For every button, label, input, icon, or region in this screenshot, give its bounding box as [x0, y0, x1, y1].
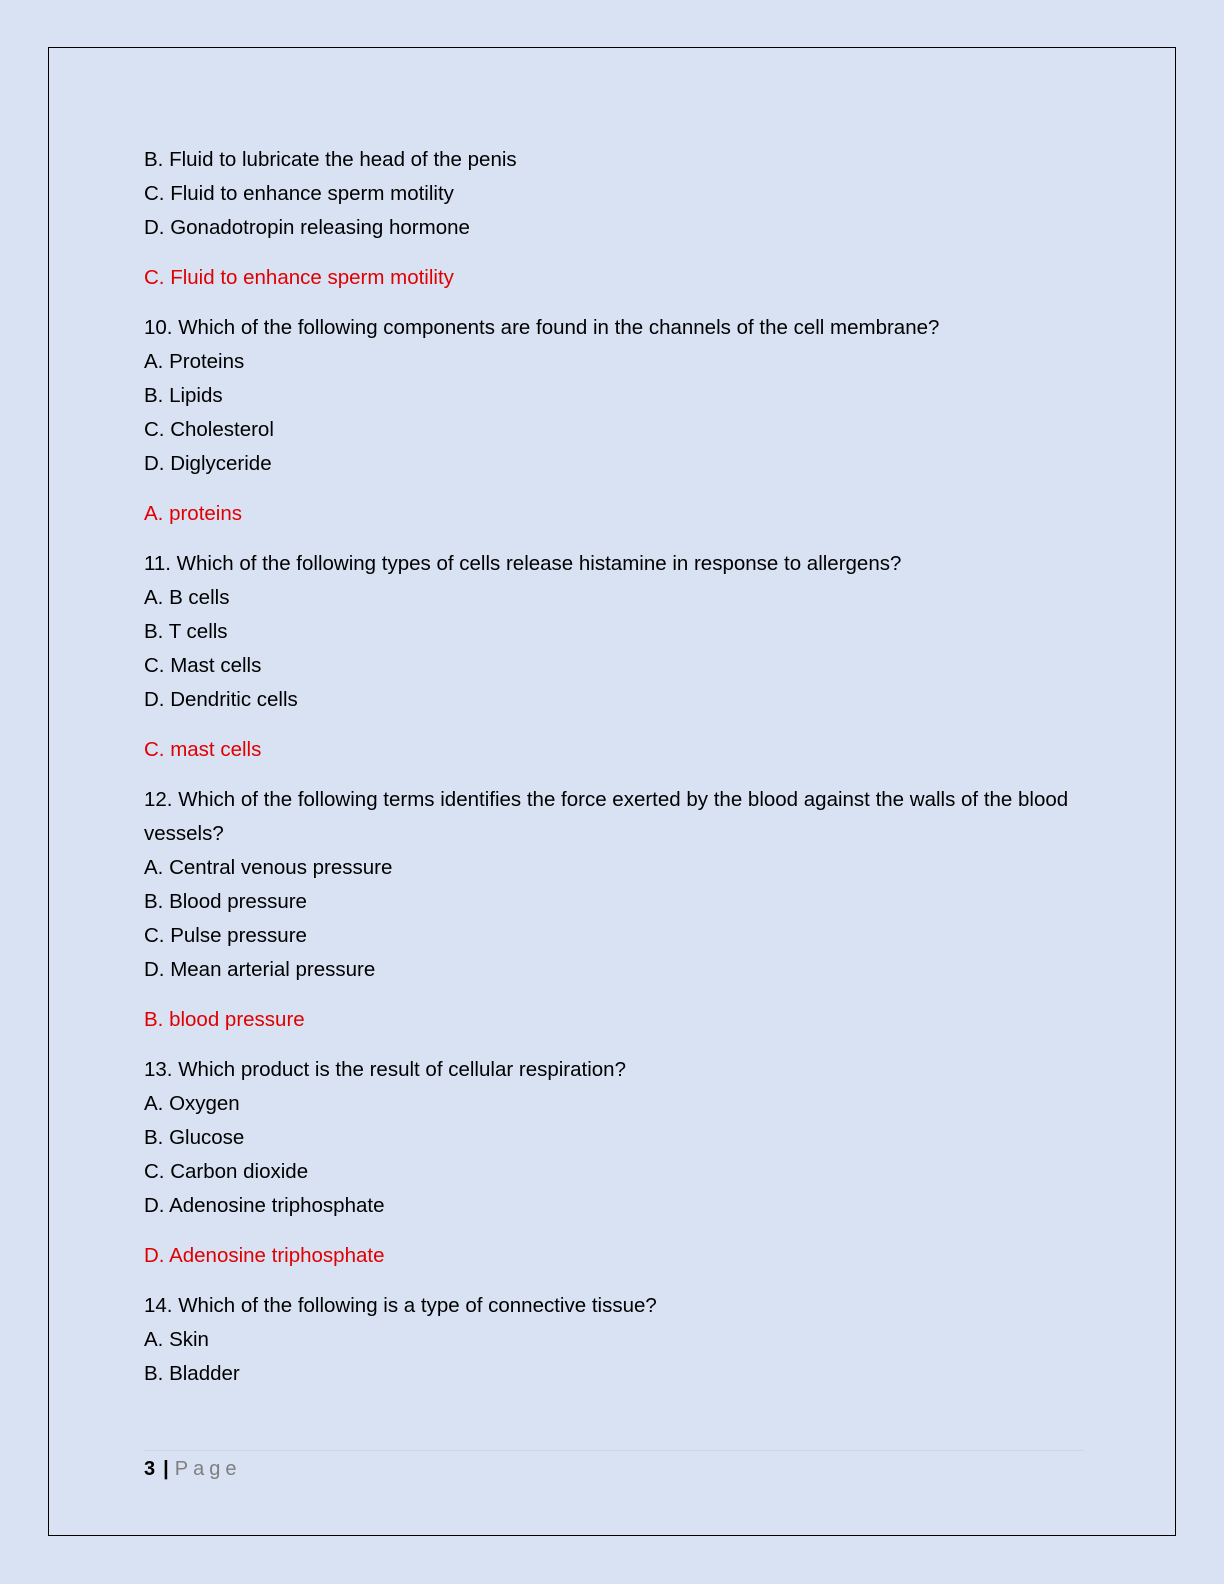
option: C. Cholesterol: [144, 418, 274, 441]
answer-key: B. blood pressure: [144, 1008, 305, 1031]
option: C. Mast cells: [144, 654, 262, 677]
question-block-12: [144, 783, 1084, 1037]
question-text: 11. Which of the following types of cells release histamine in response to allergens?: [144, 552, 902, 575]
option: A. Oxygen: [144, 1092, 240, 1115]
question-text: 10. Which of the following components are found in the channels of the cell membrane?: [144, 316, 940, 339]
option: C. Pulse pressure: [144, 924, 307, 947]
footer-divider: [144, 1450, 1084, 1451]
document-body: [144, 143, 1084, 1391]
footer-separator: |: [163, 1458, 169, 1480]
option: D. Gonadotropin releasing hormone: [144, 216, 470, 239]
option: A. Proteins: [144, 350, 245, 373]
question-text: 12. Which of the following terms identifies the force exerted by the blood against the walls of the blood vessels?: [144, 788, 1069, 845]
option: B. T cells: [144, 620, 228, 643]
question-block-14: [144, 1289, 1084, 1391]
option: C. Fluid to enhance sperm motility: [144, 182, 454, 205]
option: B. Glucose: [144, 1126, 245, 1149]
option: B. Fluid to lubricate the head of the penis: [144, 148, 517, 171]
question-block-11: [144, 547, 1084, 767]
option: B. Lipids: [144, 384, 223, 407]
option: D. Adenosine triphosphate: [144, 1194, 385, 1217]
option: C. Carbon dioxide: [144, 1160, 309, 1183]
option: D. Dendritic cells: [144, 688, 298, 711]
question-text: 13. Which product is the result of cellular respiration?: [144, 1058, 626, 1081]
option: B. Bladder: [144, 1362, 240, 1385]
option: A. Skin: [144, 1328, 209, 1351]
page-footer: [144, 1454, 241, 1484]
option: D. Mean arterial pressure: [144, 958, 376, 981]
answer-key: D. Adenosine triphosphate: [144, 1244, 385, 1267]
question-block-13: [144, 1053, 1084, 1273]
page-number: 3: [144, 1458, 156, 1480]
option: A. Central venous pressure: [144, 856, 393, 879]
option: A. B cells: [144, 586, 230, 609]
option: B. Blood pressure: [144, 890, 307, 913]
question-text: 14. Which of the following is a type of connective tissue?: [144, 1294, 657, 1317]
option: D. Diglyceride: [144, 452, 272, 475]
answer-key: C. Fluid to enhance sperm motility: [144, 266, 454, 289]
question-9-continuation: [144, 143, 1084, 295]
question-block-10: [144, 311, 1084, 531]
answer-key: C. mast cells: [144, 738, 262, 761]
answer-key: A. proteins: [144, 502, 242, 525]
page-label: Page: [174, 1458, 242, 1480]
